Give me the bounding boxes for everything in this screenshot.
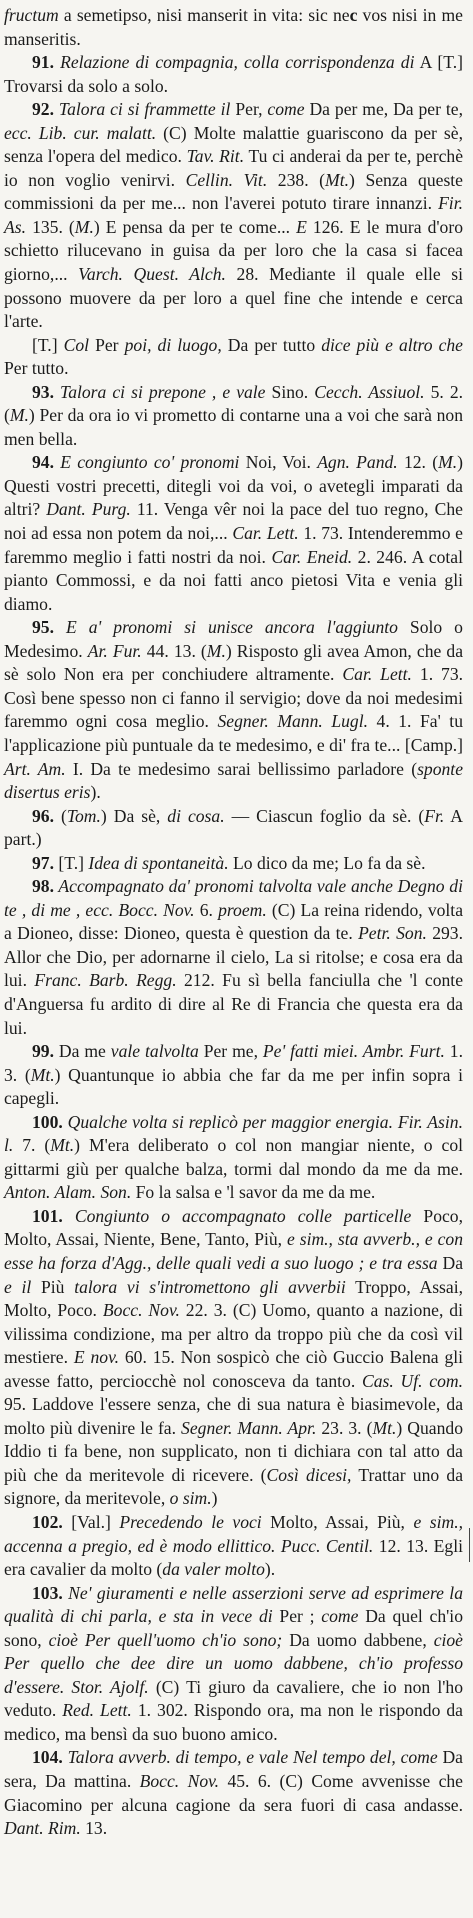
text-run: ).	[264, 1559, 276, 1580]
margin-mark	[469, 1528, 470, 1562]
italic-text: o sim.	[169, 1488, 212, 1509]
section-number: 99.	[32, 1041, 54, 1062]
entry-92b	[4, 334, 463, 381]
text-run: 11. Venga vêr noi la pace del tuo regno, Che noi ad essa non potem da noi,...	[4, 499, 463, 544]
text-run: 1. 302. Rispondo ora, ma non le rispondo da medico, ma bensì da suo buono amico.	[4, 1700, 463, 1744]
italic-text: Car. Eneid.	[271, 546, 353, 567]
entry-94	[4, 451, 463, 616]
italic-text: vale talvolta	[110, 1041, 199, 1062]
text-run: 293. Allor che Dio, per adornarne il cielo, La si ritolse; e cosa era da lui.	[4, 923, 463, 991]
text-run: Per me,	[198, 1041, 263, 1062]
text-run: 95. Laddove l'essere senza, che di sua natura è biasimevole, da molto più divenire le fa.	[4, 1394, 463, 1438]
text-run: 1. 73. Intenderemmo e faremmo meglio i fatti nostri da noi.	[4, 523, 463, 567]
italic-text: Tom.	[66, 805, 101, 826]
text-run: Sino.	[265, 381, 315, 402]
text-run: 60. 15. Non sospicò che ciò Guccio Balena gli avesse fatto, perciocchè nol conosceva da tanto.	[4, 1347, 464, 1391]
italic-text: fructum	[4, 5, 59, 25]
italic-text: Car. Lett.	[342, 664, 412, 685]
italic-text: Talora avverb. di tempo, e vale Nel tempo del, come	[62, 1747, 438, 1768]
text-run: Poco, Molto, Assai, Niente, Bene, Tanto, Più,	[4, 1205, 463, 1250]
italic-text: proem.	[218, 899, 267, 920]
italic-text: Tav. Rit.	[186, 146, 245, 167]
text-run: A [T.] Trovarsi da solo a solo.	[4, 52, 463, 96]
italic-text: Idea di spontaneità.	[88, 852, 229, 873]
text-run: — Ciascun foglio da sè. (	[224, 805, 425, 826]
text-run: [T.]	[32, 334, 64, 355]
italic-text: Talora ci si prepone , e vale	[54, 381, 266, 402]
section-number: 93.	[32, 381, 54, 402]
italic-text: talora vi s'intromettono gli avverbii	[74, 1276, 346, 1297]
italic-text: Art. Am.	[4, 758, 66, 779]
italic-text: E a' pronomi si unisce ancora l'aggiunto	[54, 617, 398, 638]
text-run: Da sera, Da mattina.	[4, 1747, 463, 1792]
text-run: [Val.]	[62, 1512, 120, 1532]
text-run: Per tutto.	[4, 358, 69, 379]
entry-98	[4, 875, 463, 1040]
entry-102	[4, 1511, 463, 1582]
section-number: 91.	[32, 52, 54, 73]
text-run: 2. 246. A cotal pianto Commossi, e da noi fatti anco pietosi Vita e venia gli diamo.	[4, 546, 463, 614]
italic-text: Pe' fatti miei. Ambr. Furt.	[262, 1041, 445, 1062]
text-run: a semetipso, nisi manserit in vita: sic ne	[58, 5, 350, 25]
text-run: Molto, Assai, Più,	[261, 1512, 414, 1532]
italic-text: Mt.	[325, 169, 349, 190]
italic-text: Red. Lett.	[62, 1700, 132, 1721]
text-run: A part.)	[4, 805, 464, 850]
text-run: 1. 3. (	[4, 1041, 463, 1085]
entry-93	[4, 381, 463, 452]
text-run: vos nisi in me manseritis.	[4, 5, 463, 49]
text-run: ) Quando Iddio ti fa bene, non supplicato, non ti dichiara con tal atto da più che da meritevole di ricevere. (	[4, 1417, 464, 1485]
italic-text: Cecch. Assiuol.	[314, 381, 425, 402]
italic-text: Relazione di compagnia, colla corrispondenza di	[54, 52, 415, 73]
italic-text: cioè Per quell'uomo ch'io sono;	[48, 1629, 283, 1650]
section-number: 96.	[32, 805, 54, 826]
text-run: I. Da te medesimo sarai bellissimo parladore (	[65, 758, 418, 779]
italic-text: Mt.	[372, 1417, 397, 1438]
italic-text: ecc. Lib. cur. malatt.	[4, 122, 157, 143]
text-run: Più	[31, 1276, 75, 1297]
text-run: 23. 3. (	[316, 1417, 373, 1438]
italic-text: Dant. Purg.	[46, 499, 131, 520]
italic-text: M.	[206, 640, 226, 661]
italic-text: Cellin. Vit.	[185, 169, 268, 190]
text-run: Da uomo dabbene,	[282, 1629, 434, 1650]
section-number: 94.	[32, 452, 54, 473]
italic-text: Ne' giuramenti e nelle asserzioni serve ad esprimere la qualità di chi parla, e sta in vece di	[4, 1582, 463, 1627]
italic-text: Mt.	[50, 1135, 75, 1156]
italic-text: Talora ci si frammette il	[54, 99, 231, 120]
text-run: ) Senza queste commissioni da per me... non l'averei potuto tirare innanzi.	[4, 169, 463, 214]
entry-95	[4, 616, 463, 804]
italic-text: Col	[63, 334, 90, 355]
italic-text: di cosa.	[167, 805, 225, 826]
italic-text: M.	[74, 216, 94, 237]
italic-text: E nov.	[73, 1347, 119, 1368]
text-run: )	[211, 1488, 218, 1509]
italic-text: Dant. Rim.	[4, 1818, 81, 1839]
text-run: c	[349, 5, 358, 25]
italic-text: Segner. Mann. Apr.	[181, 1417, 317, 1438]
italic-text: Segner. Mann. Lugl.	[217, 711, 368, 732]
text-column	[4, 4, 463, 1841]
text-run: Noi, Voi.	[239, 452, 318, 473]
text-run: (C) La reina ridendo, volta a Dioneo, disse: Dioneo, questa è question da te.	[4, 899, 463, 944]
italic-text: Car. Lett.	[232, 523, 299, 544]
section-number: 102.	[32, 1512, 63, 1532]
italic-text: Bocc. Nov.	[139, 1771, 220, 1792]
text-run: 12. 13. Egli era cavalier da molto (	[4, 1535, 463, 1580]
text-run: 13.	[80, 1818, 108, 1839]
text-run: 6.	[194, 899, 219, 920]
text-run: 212. Fu sì bella fanciulla che 'l conte d'Anguersa fu ardito di dire al Re di Francia che questa era da lui.	[4, 970, 463, 1038]
text-run: Per	[89, 334, 125, 355]
section-number: 92.	[32, 99, 54, 120]
entry-104	[4, 1746, 463, 1840]
text-run: [T.]	[54, 852, 89, 873]
italic-text: Mt.	[30, 1064, 55, 1085]
entry-97	[4, 852, 463, 876]
text-run: Da me	[54, 1041, 111, 1062]
italic-text: come	[321, 1606, 359, 1627]
text-run: 135. (	[26, 216, 75, 237]
italic-text: Bocc. Nov.	[102, 1300, 180, 1321]
text-run: ).	[90, 782, 101, 803]
italic-text: Congiunto o accompagnato colle particelle	[62, 1205, 412, 1226]
entry-96	[4, 805, 463, 852]
italic-text: Agn. Pand.	[317, 452, 398, 473]
entry-91	[4, 51, 463, 98]
section-number: 103.	[32, 1582, 63, 1603]
italic-text: E congiunto co' pronomi	[54, 452, 240, 473]
text-run: ) Risposto gli avea Amon, che da sè solo Non era per conchiudere altramente.	[4, 640, 463, 685]
italic-text: cioè Per quello che dee dire un uomo dabbene, ch'io professo d'essere. Stor. Ajolf.	[4, 1629, 463, 1697]
italic-text: Varch. Quest. Alch.	[78, 264, 226, 285]
italic-text: Petr. Son.	[358, 923, 427, 944]
text-run: 22. 3. (C) Uomo, quanto a nazione, di vilissima condizione, ma per altro da troppo più che da così vil mestiere.	[4, 1300, 463, 1368]
text-run: (C) Molte malattie guariscono da per sè, senza l'opera del medico.	[4, 122, 463, 167]
text-run: Per,	[230, 99, 268, 120]
italic-text: Fr.	[424, 805, 445, 826]
text-run: (	[54, 805, 67, 826]
entry-103	[4, 1582, 463, 1747]
text-run: Tu ci anderai da per te, perchè io non voglio venirvi.	[4, 146, 464, 190]
italic-text: da valer molto	[162, 1559, 265, 1580]
italic-text: Anton. Alam. Son.	[4, 1182, 132, 1203]
italic-text: E	[296, 216, 307, 237]
section-number: 101.	[32, 1205, 63, 1226]
text-run: 44. 13. (	[141, 640, 207, 661]
text-run: Solo o Medesimo.	[4, 617, 463, 661]
section-number: 98.	[32, 876, 54, 897]
entry-100	[4, 1111, 463, 1205]
text-run: ) E pensa da per te come...	[93, 216, 297, 237]
italic-text: Fir. As.	[4, 193, 463, 237]
italic-text: dice più e altro che	[321, 334, 463, 355]
text-run: Da quel ch'io sono,	[4, 1606, 463, 1650]
italic-text: poi, di luogo,	[124, 334, 222, 355]
text-run: 126. E le mura d'oro schietto rilucevano in guisa da per loro che la casa si facea giorno,...	[4, 216, 463, 285]
text-run: 45. 6. (C) Come avvenisse che Giacomino per alcuna cagione da sera fuori di casa andasse.	[4, 1771, 463, 1815]
text-run: 4. 1. Fa' tu l'applicazione più puntuale da te medesimo, e di' fra te... [Camp.]	[4, 711, 463, 755]
text-run: Per ;	[272, 1606, 322, 1627]
text-run: Trattar uno da signore, da meritevole,	[4, 1464, 464, 1509]
text-run: ) M'era deliberato o col non mangiar niente, o col gittarmi giù per qualche balza, tormi dal mondo da me da me.	[4, 1135, 464, 1179]
text-run: 12. (	[397, 452, 439, 473]
italic-text: come	[267, 99, 305, 120]
section-number: 100.	[32, 1111, 63, 1132]
text-run: (C) Ti giuro da cavaliere, che io non l'ho veduto.	[4, 1676, 463, 1721]
text-run: 238. (	[267, 169, 326, 190]
entry-continuation	[4, 4, 463, 51]
text-run: ) Per da ora io vi prometto di contarne una a voi che sarà non men bella.	[4, 405, 463, 449]
text-run: ) Da sè,	[100, 805, 168, 826]
italic-text: e il	[4, 1276, 32, 1297]
text-run: Troppo, Assai, Molto, Poco.	[4, 1276, 463, 1321]
italic-text: Precedendo le voci	[119, 1512, 262, 1532]
italic-text: M.	[9, 405, 29, 426]
text-run: ) Quantunque io abbia che far da me per infin sopra i capegli.	[4, 1064, 463, 1109]
italic-text: e sim., accenna a pregio, ed è modo ellittico. Pucc. Centil.	[4, 1512, 463, 1556]
text-run: 7. (	[13, 1135, 51, 1156]
text-run: ) Questi vostri precetti, ditegli voi da voi, o avetegli imparati da altri?	[4, 452, 463, 520]
entry-92	[4, 98, 463, 333]
text-run: Da per tutto	[221, 334, 322, 355]
italic-text: Ar. Fur.	[87, 640, 142, 661]
text-run: 5. 2. (	[4, 381, 464, 426]
italic-text: M.	[438, 452, 458, 473]
entry-101	[4, 1205, 463, 1511]
italic-text: e sim., sta avverb., e con esse ha forza d'Agg., delle quali vedi a suo luogo ; e tra essa	[4, 1229, 463, 1273]
text-run: Lo dico da me; Lo fa da sè.	[228, 852, 426, 873]
text-run: Da per me, Da per te,	[304, 99, 463, 120]
text-run: Fo la salsa e 'l savor da me da me.	[131, 1182, 376, 1203]
entry-99	[4, 1040, 463, 1111]
section-number: 104.	[32, 1747, 63, 1768]
italic-text: Così dicesi,	[266, 1464, 352, 1485]
italic-text: Franc. Barb. Regg.	[34, 970, 177, 991]
italic-text: Cas. Uf. com.	[362, 1370, 463, 1391]
text-run: 28. Mediante il quale elle si possono muovere da per loro a quel fine che intende e cerca l'arte.	[4, 264, 463, 332]
text-run: 1. 73. Così bene spesso non ci fanno il servigio; dove da noi medesimi faremmo ogni cosa meglio.	[4, 664, 464, 732]
section-number: 95.	[32, 617, 54, 638]
text-run: Da	[437, 1252, 463, 1273]
section-number: 97.	[32, 852, 54, 873]
italic-text: sponte disertus eris	[4, 758, 463, 803]
italic-text: Qualche volta si replicò per maggior energia. Fir. Asin. l.	[4, 1111, 463, 1156]
italic-text: Accompagnato da' pronomi talvolta vale anche Degno di te , di me , ecc. Bocc. Nov.	[4, 876, 463, 920]
